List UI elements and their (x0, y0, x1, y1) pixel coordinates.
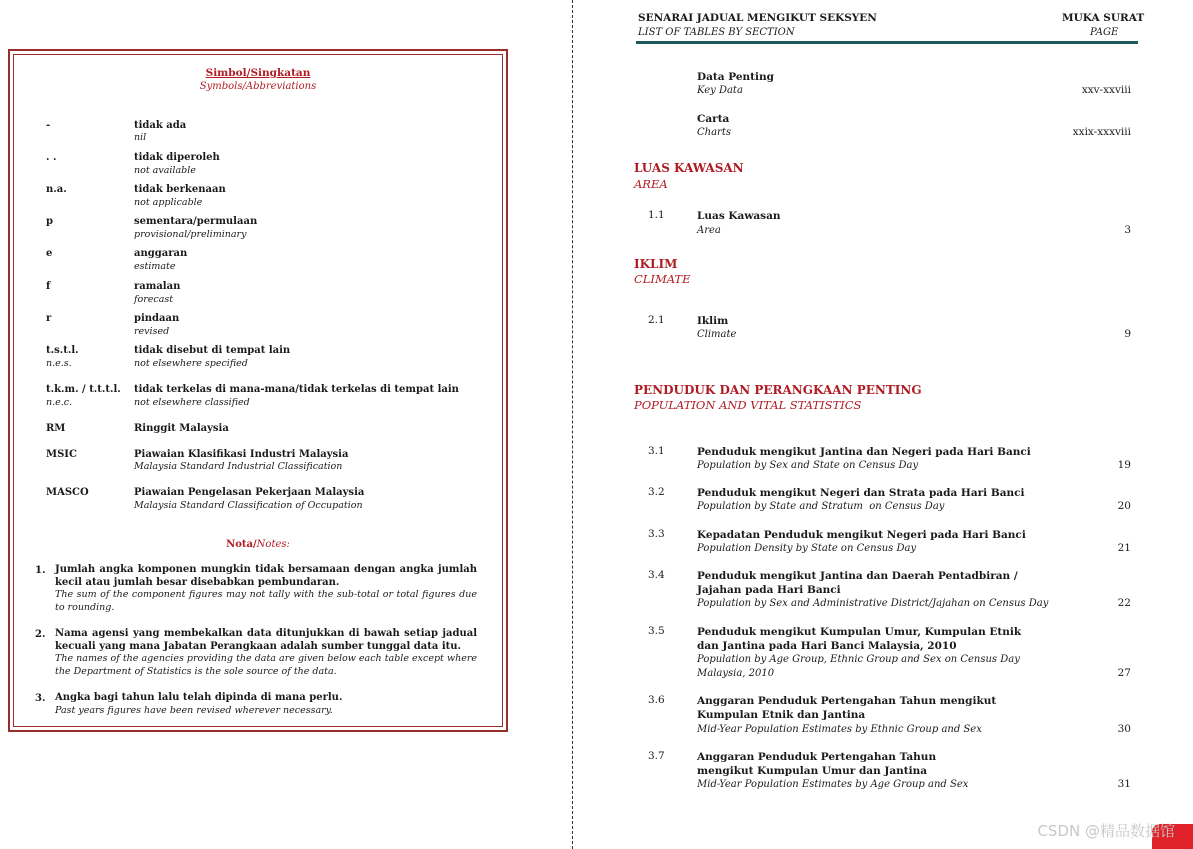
note-number: 2. (35, 629, 46, 640)
table-page: 19 (1117, 459, 1131, 471)
symbol-meaning-en: not applicable (134, 197, 203, 208)
symbol-code: p (46, 216, 53, 227)
table-number: 3.1 (648, 445, 665, 457)
symbol-meaning-en: not elsewhere classified (134, 397, 250, 408)
table-title-en: Population by State and Stratum on Census Day (697, 501, 945, 512)
symbol-code-en (46, 397, 72, 408)
page-column-label: MUKA SURAT (1062, 12, 1145, 24)
toc-entry-title: Carta (697, 113, 730, 125)
note-item (55, 564, 477, 614)
table-page: 20 (1117, 500, 1131, 512)
note-text-en: The names of the agencies providing the data are given below each table except where the Department of Statistics is the sole source of the data. (55, 653, 477, 677)
table-number: 3.3 (648, 528, 665, 540)
table-title-en: Population by Sex and Administrative District/Jajahan on Census Day (697, 598, 1049, 609)
symbol-meaning-en: not available (134, 165, 196, 176)
toc-entry-title-en: Charts (697, 127, 731, 138)
note-number: 3. (35, 693, 46, 704)
table-page: 9 (1124, 328, 1131, 340)
symbol-meaning: tidak terkelas di mana-mana/tidak terkelas di tempat lain (134, 384, 459, 395)
note-text-bm: Jumlah angka komponen mungkin tidak bersamaan dengan angka jumlah kecil atau jumlah besar disebabkan pembundaran. (55, 564, 477, 588)
symbol-meaning: Piawaian Pengelasan Pekerjaan Malaysia (134, 487, 365, 498)
symbol-meaning: Piawaian Klasifikasi Industri Malaysia (134, 449, 349, 460)
symbol-code-en (46, 358, 72, 369)
table-title: Kepadatan Penduduk mengikut Negeri pada Hari Banci (697, 529, 1026, 541)
notes-title-en: Notes: (256, 539, 290, 550)
table-title: Luas Kawasan (697, 210, 781, 222)
symbol-meaning: tidak disebut di tempat lain (134, 345, 291, 356)
symbols-title: Simbol/Singkatan (205, 67, 311, 79)
table-number: 2.1 (648, 314, 665, 326)
section-heading: IKLIM (634, 257, 678, 271)
table-page: 31 (1117, 778, 1131, 790)
note-text-bm: Nama agensi yang membekalkan data ditunjukkan di bawah setiap jadual kecuali yang mana Jabatan Perangkaan adalah sumber tunggal data itu. (55, 628, 477, 652)
table-title: Anggaran Penduduk Pertengahan Tahun mengikut Kumpulan Umur dan Jantina (697, 751, 937, 777)
symbol-code: MSIC (46, 449, 77, 460)
symbol-meaning: Ringgit Malaysia (134, 423, 229, 434)
symbols-panel (8, 49, 508, 732)
table-title: Penduduk mengikut Kumpulan Umur, Kumpulan Etnik dan Jantina pada Hari Banci Malaysia, 2010 (697, 626, 1022, 652)
note-item (55, 692, 477, 717)
symbol-code: t.k.m. / t.t.t.l. (46, 384, 121, 395)
symbol-code-en-text: n.e.s. (46, 358, 72, 369)
table-page: 27 (1117, 667, 1131, 679)
symbol-meaning: pindaan (134, 313, 180, 324)
list-header-title: SENARAI JADUAL MENGIKUT SEKSYEN (638, 12, 877, 24)
symbol-code: f (46, 281, 51, 292)
table-number: 3.2 (648, 486, 665, 498)
table-title: Penduduk mengikut Jantina dan Daerah Pentadbiran / Jajahan pada Hari Banci (697, 570, 1018, 596)
note-item (55, 628, 477, 678)
table-title-en: Mid-Year Population Estimates by Ethnic Group and Sex (697, 724, 982, 735)
table-number: 3.4 (648, 569, 665, 581)
header-rule (636, 41, 1138, 44)
symbol-code: e (46, 248, 53, 259)
symbol-meaning-en: revised (134, 326, 170, 337)
symbol-meaning-en: provisional/preliminary (134, 229, 247, 240)
symbol-meaning: anggaran (134, 248, 188, 259)
table-number: 3.5 (648, 625, 665, 637)
note-text-en: The sum of the component figures may not tally with the sub-total or total figures due to rounding. (55, 589, 477, 613)
table-title: Anggaran Penduduk Pertengahan Tahun mengikut Kumpulan Etnik dan Jantina (697, 695, 997, 721)
table-title: Iklim (697, 315, 729, 327)
table-title-en: Mid-Year Population Estimates by Age Group and Sex (697, 779, 969, 790)
table-page: 22 (1117, 597, 1131, 609)
table-page: 30 (1117, 723, 1131, 735)
toc-entry-page: xxv-xxviii (1081, 84, 1131, 96)
section-heading: LUAS KAWASAN (634, 161, 744, 175)
list-header-subtitle: LIST OF TABLES BY SECTION (638, 27, 795, 38)
page-divider (572, 0, 573, 849)
section-heading-en: AREA (634, 177, 668, 191)
symbol-code: . . (46, 152, 57, 163)
symbol-code: - (46, 120, 51, 131)
toc-entry-title: Data Penting (697, 71, 774, 83)
symbol-meaning-en: not elsewhere specified (134, 358, 248, 369)
table-number: 1.1 (648, 209, 665, 221)
toc-entry-title-en: Key Data (697, 85, 743, 96)
note-text-en: Past years figures have been revised wherever necessary. (55, 704, 333, 716)
symbol-meaning-en: nil (134, 132, 147, 143)
table-number: 3.7 (648, 750, 665, 762)
symbol-meaning: ramalan (134, 281, 181, 292)
table-title-en: Population by Age Group, Ethnic Group and Sex on Census Day Malaysia, 2010 (697, 654, 1020, 679)
table-page: 3 (1124, 224, 1131, 236)
table-title-en: Population by Sex and State on Census Day (697, 460, 919, 471)
page-column-label-en: PAGE (1090, 27, 1119, 38)
symbol-code: t.s.t.l. (46, 345, 79, 356)
table-title: Penduduk mengikut Negeri dan Strata pada Hari Banci (697, 487, 1025, 499)
symbol-code: RM (46, 423, 66, 434)
symbol-meaning-en: Malaysia Standard Industrial Classification (134, 461, 343, 472)
symbol-meaning-en: Malaysia Standard Classification of Occupation (134, 500, 363, 511)
notes-title-bm: Nota/ (226, 539, 257, 550)
symbol-meaning-en: forecast (134, 294, 174, 305)
watermark-text: CSDN @精品数据馆 (1037, 822, 1175, 840)
symbol-meaning: tidak berkenaan (134, 184, 226, 195)
table-title-en: Climate (697, 329, 737, 340)
symbol-code: r (46, 313, 52, 324)
table-title-en: Area (697, 225, 721, 236)
symbol-code: MASCO (46, 487, 89, 498)
symbols-subtitle: Symbols/Abbreviations (199, 81, 317, 92)
symbol-meaning: tidak diperoleh (134, 152, 220, 163)
symbol-meaning: sementara/permulaan (134, 216, 258, 227)
table-title-en: Population Density by State on Census Day (697, 543, 917, 554)
notes-title (10, 539, 506, 550)
table-number: 3.6 (648, 694, 665, 706)
table-title: Penduduk mengikut Jantina dan Negeri pada Hari Banci (697, 446, 1031, 458)
symbol-code-en-text: n.e.c. (46, 397, 73, 408)
note-number: 1. (35, 565, 46, 576)
table-page: 21 (1117, 542, 1131, 554)
section-heading-en: CLIMATE (634, 272, 691, 286)
symbol-meaning-en: estimate (134, 261, 176, 272)
toc-entry-page: xxix-xxxviii (1072, 126, 1131, 138)
section-heading: PENDUDUK DAN PERANGKAAN PENTING (634, 383, 922, 397)
note-text-bm: Angka bagi tahun lalu telah dipinda di mana perlu. (55, 692, 343, 703)
symbol-meaning: tidak ada (134, 120, 187, 131)
section-heading-en: POPULATION AND VITAL STATISTICS (634, 398, 862, 412)
symbol-code: n.a. (46, 184, 67, 195)
